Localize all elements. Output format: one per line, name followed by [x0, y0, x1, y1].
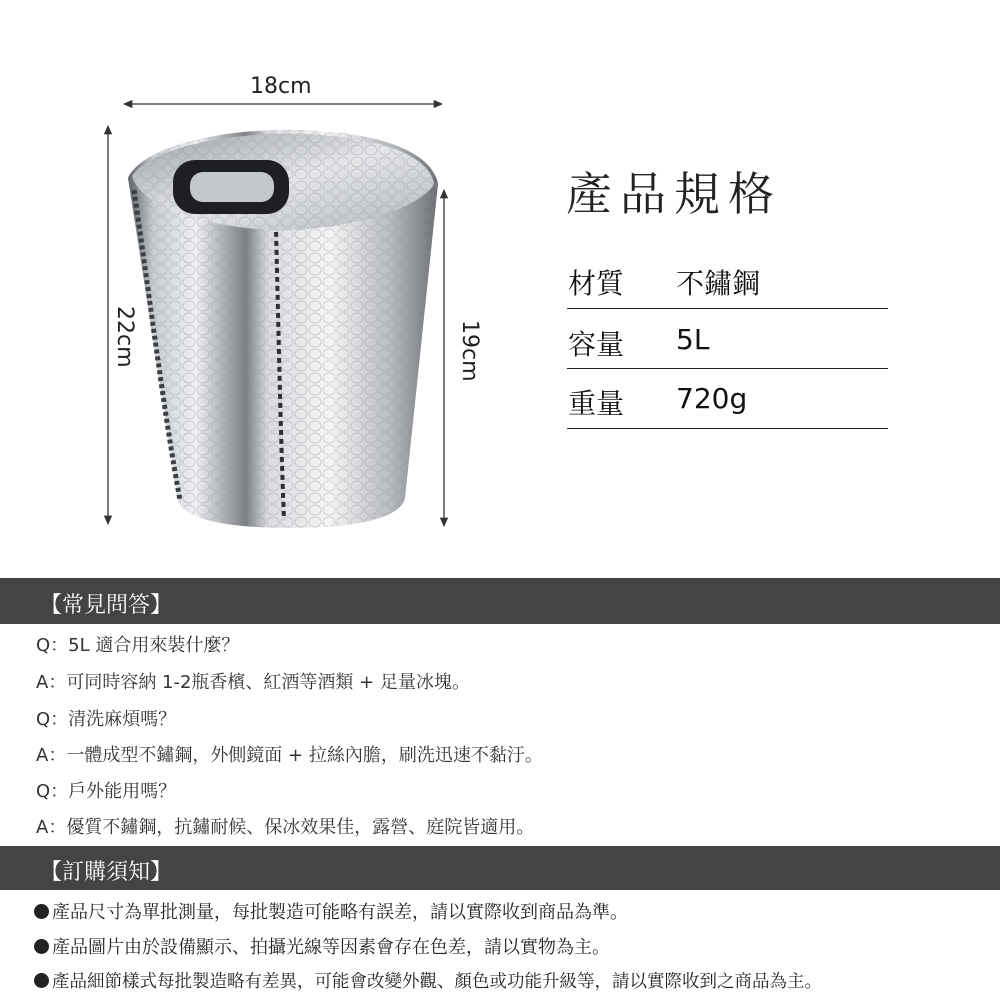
faq-item: A：可同時容納 1-2瓶香檳、紅酒等酒類 + 足量冰塊。 [36, 672, 470, 693]
faq-item: Q：5L 適合用來裝什麼？ [36, 635, 240, 656]
ice-bucket-image [128, 130, 438, 528]
bullet-icon [34, 939, 49, 954]
order-note [34, 898, 628, 924]
faq-item: A：優質不鏽鋼，抗鏽耐候、保冰效果佳，露營、庭院皆適用。 [36, 817, 535, 838]
spec-value: 不鏽鋼 [676, 267, 761, 300]
bullet-icon [34, 973, 49, 988]
spec-label: 材質 [568, 267, 625, 300]
divider [567, 368, 888, 369]
spec-label: 重量 [568, 387, 625, 420]
order-heading: 【訂購須知】 [40, 860, 173, 885]
spec-title: 產品規格 [566, 167, 782, 221]
order-header-bar [0, 846, 1000, 890]
height-label: 22cm [112, 306, 137, 368]
inner-height-label: 19cm [457, 320, 482, 382]
divider [567, 308, 888, 309]
spec-row-capacity [568, 323, 888, 383]
spec-row-weight [568, 382, 888, 442]
spec-row-material [568, 262, 888, 322]
faq-item: Q：清洗麻煩嗎？ [36, 709, 177, 730]
order-note [34, 968, 822, 993]
spec-value: 5L [676, 323, 710, 356]
faq-item: Q：戶外能用嗎？ [36, 781, 177, 802]
spec-value: 720g [676, 382, 748, 415]
order-note-text: 產品細節樣式每批製造略有差異，可能會改變外觀、顏色或功能升級等，請以實際收到之商品為主。 [52, 972, 822, 992]
order-note-text: 產品圖片由於設備顯示、拍攝光線等因素會存在色差，請以實物為主。 [52, 937, 610, 958]
spec-label: 容量 [568, 328, 625, 361]
faq-item: A：一體成型不鏽鋼，外側鏡面 + 拉絲內膽，刷洗迅速不黏汙。 [36, 745, 543, 766]
faq-header-bar [0, 578, 1000, 624]
order-note-text: 產品尺寸為單批測量，每批製造可能略有誤差，請以實際收到商品為準。 [52, 902, 628, 923]
faq-heading: 【常見問答】 [40, 593, 173, 618]
bullet-icon [34, 904, 49, 919]
divider [567, 428, 888, 429]
order-note [34, 933, 610, 959]
width-label: 18cm [250, 74, 312, 99]
